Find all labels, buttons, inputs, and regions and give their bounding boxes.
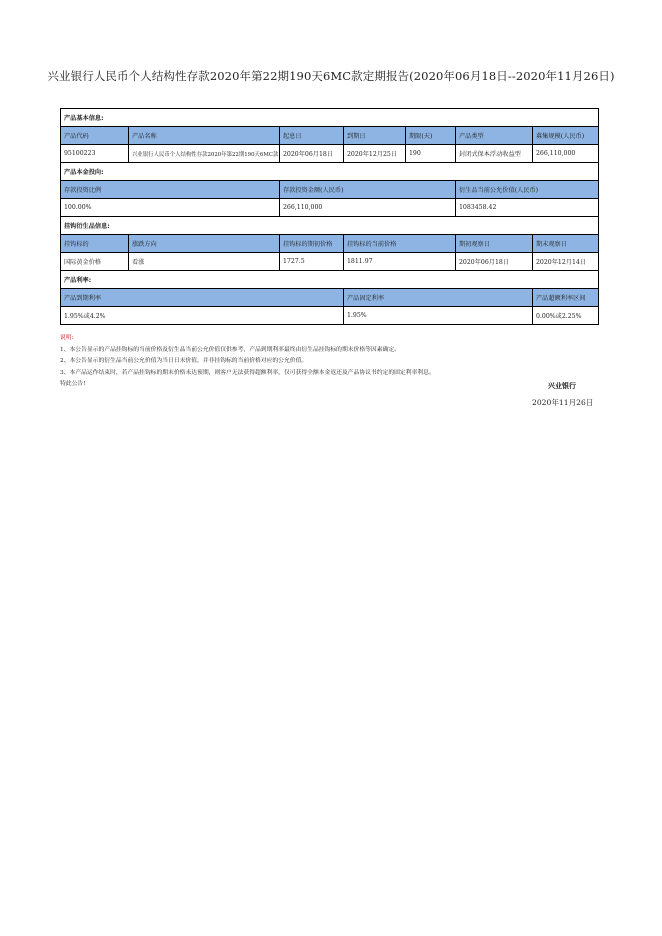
basic-header-cell: 到期日 xyxy=(344,127,406,145)
rate-header-cell: 产品超额利率区间 xyxy=(533,289,599,307)
direction-cell: 看涨 xyxy=(129,253,280,271)
value-date-cell: 2020年06月18日 xyxy=(280,145,344,163)
section-basic-title: 产品基本信息: xyxy=(61,109,599,127)
section-principal-row xyxy=(61,163,599,181)
maturity-rate-cell: 1.95%或4.2% xyxy=(61,307,344,325)
section-derivative-title: 挂钩衍生品信息: xyxy=(61,217,599,235)
section-rate-row xyxy=(61,271,599,289)
principal-header-cell: 存款投资金额(人民币) xyxy=(280,181,456,199)
basic-header-cell: 产品类型 xyxy=(456,127,533,145)
report-table xyxy=(60,108,599,325)
note-item: 3、本产品运作结束时，若产品挂钩标的期末价格未达预期，则客户无法获得超额利率，仅可获得全额本金返还及产品协议书约定的固定利率利息。 xyxy=(60,369,435,376)
initial-observation-cell: 2020年06月18日 xyxy=(456,253,533,271)
fair-value-cell: 1083458.42 xyxy=(456,199,599,217)
principal-header-cell: 存款投资比例 xyxy=(61,181,280,199)
derivative-header-cell: 挂钩标的 xyxy=(61,235,129,253)
report-date: 2020年11月26日 xyxy=(532,398,594,407)
term-days-cell: 190 xyxy=(406,145,456,163)
bank-signature: 兴业银行 xyxy=(548,382,576,390)
excess-rate-cell: 0.00%或2.25% xyxy=(533,307,599,325)
principal-header-cell: 衍生品当前公允价值(人民币) xyxy=(456,181,599,199)
final-observation-cell: 2020年12月14日 xyxy=(533,253,599,271)
basic-header-cell: 产品名称 xyxy=(129,127,280,145)
section-basic-row xyxy=(61,109,599,127)
product-name-cell: 兴业银行人民币个人结构性存款2020年第22期190天6MC款 xyxy=(129,145,280,163)
maturity-date-cell: 2020年12月25日 xyxy=(344,145,406,163)
derivative-header-row xyxy=(61,235,599,253)
section-principal-title: 产品本金投向: xyxy=(61,163,599,181)
rate-header-row xyxy=(61,289,599,307)
derivative-header-cell: 期初观察日 xyxy=(456,235,533,253)
basic-header-cell: 产品代码 xyxy=(61,127,129,145)
notes-heading: 说明: xyxy=(60,335,74,341)
basic-value-row xyxy=(61,145,599,163)
fixed-rate-cell: 1.95% xyxy=(344,307,533,325)
initial-price-cell: 1727.5 xyxy=(280,253,344,271)
principal-header-row xyxy=(61,181,599,199)
note-item: 1、本公告显示的产品挂钩标的当前价格及衍生品当前公允价值仅供参考，产品到期利率最终由衍生品挂钩标的期末价格等因素确定。 xyxy=(60,346,400,353)
notes-block xyxy=(60,333,600,391)
derivative-header-cell: 挂钩标的当前价格 xyxy=(344,235,456,253)
basic-header-cell: 募集规模(人民币) xyxy=(533,127,599,145)
basic-header-row xyxy=(61,127,599,145)
rate-header-cell: 产品固定利率 xyxy=(344,289,533,307)
section-derivative-row xyxy=(61,217,599,235)
note-item: 2、本公告显示的衍生品当前公允价值为当日日末价值，并非挂钩标的当前价格对应的公允价值。 xyxy=(60,358,308,365)
rate-value-row xyxy=(61,307,599,325)
product-code-cell: 95100223 xyxy=(61,145,129,163)
report-title: 兴业银行人民币个人结构性存款2020年第22期190天6MC款定期报告(2020年06月18日--2020年11月26日) xyxy=(47,69,615,83)
deposit-amount-cell: 266,110,000 xyxy=(280,199,456,217)
derivative-header-cell: 期末观察日 xyxy=(533,235,599,253)
notes-closing: 特此公告! xyxy=(60,381,86,388)
underlying-cell: 国际黄金价格 xyxy=(61,253,129,271)
derivative-header-cell: 挂钩标的期初价格 xyxy=(280,235,344,253)
derivative-header-cell: 涨跌方向 xyxy=(129,235,280,253)
product-type-cell: 封闭式保本浮动收益型 xyxy=(456,145,533,163)
derivative-value-row xyxy=(61,253,599,271)
section-rate-title: 产品利率: xyxy=(61,271,599,289)
principal-value-row xyxy=(61,199,599,217)
current-price-cell: 1811.97 xyxy=(344,253,456,271)
deposit-ratio-cell: 100.00% xyxy=(61,199,280,217)
rate-header-cell: 产品到期利率 xyxy=(61,289,344,307)
basic-header-cell: 期限(天) xyxy=(406,127,456,145)
basic-header-cell: 起息日 xyxy=(280,127,344,145)
raised-amount-cell: 266,110,000 xyxy=(533,145,599,163)
